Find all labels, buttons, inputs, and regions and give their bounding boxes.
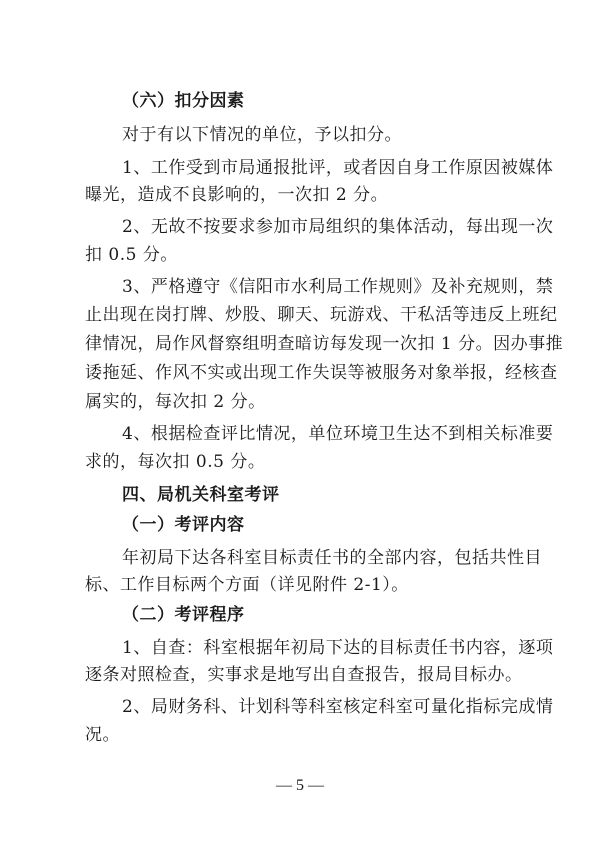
paragraph-line: 标、工作目标两个方面（详见附件 2-1）。 <box>85 575 409 595</box>
paragraph-line: 2、无故不按要求参加市局组织的集体活动，每出现一次 <box>122 217 554 237</box>
paragraph-line: 4、根据检查评比情况，单位环境卫生达不到相关标准要 <box>122 424 554 444</box>
paragraph-line: 求的，每次扣 0.5 分。 <box>85 452 266 472</box>
section-heading-office-evaluation: 四、局机关科室考评 <box>122 485 280 505</box>
paragraph-line: 诿拖延、作风不实或出现工作失误等被服务对象举报，经核查 <box>85 363 558 383</box>
section-heading-deduction-factors: （六）扣分因素 <box>122 91 245 111</box>
paragraph-line: 1、自查：科室根据年初局下达的目标责任书内容，逐项 <box>122 638 554 658</box>
paragraph-line: 律情况，局作风督察组明查暗访每发现一次扣 1 分。因办事推 <box>85 334 564 354</box>
paragraph-line: 年初局下达各科室目标责任书的全部内容，包括共性目 <box>122 548 542 568</box>
paragraph-line: 3、严格遵守《信阳市水利局工作规则》及补充规则，禁 <box>122 277 554 297</box>
paragraph-line: 扣 0.5 分。 <box>85 245 178 265</box>
subsection-heading-evaluation-procedure: （二）考评程序 <box>122 605 245 625</box>
paragraph-line: 况。 <box>85 725 120 745</box>
paragraph-line: 曝光，造成不良影响的，一次扣 2 分。 <box>85 185 389 205</box>
paragraph-line: 对于有以下情况的单位，予以扣分。 <box>122 125 402 145</box>
paragraph-line: 属实的，每次扣 2 分。 <box>85 392 266 412</box>
page-number: — 5 — <box>276 777 324 794</box>
paragraph-line: 1、工作受到市局通报批评，或者因自身工作原因被媒体 <box>122 158 554 178</box>
paragraph-line: 逐条对照检查，实事求是地写出自查报告，报局目标办。 <box>85 665 523 685</box>
subsection-heading-evaluation-content: （一）考评内容 <box>122 515 245 535</box>
paragraph-line: 止出现在岗打牌、炒股、聊天、玩游戏、干私活等违反上班纪 <box>85 305 558 325</box>
paragraph-line: 2、局财务科、计划科等科室核定科室可量化指标完成情 <box>122 697 554 717</box>
